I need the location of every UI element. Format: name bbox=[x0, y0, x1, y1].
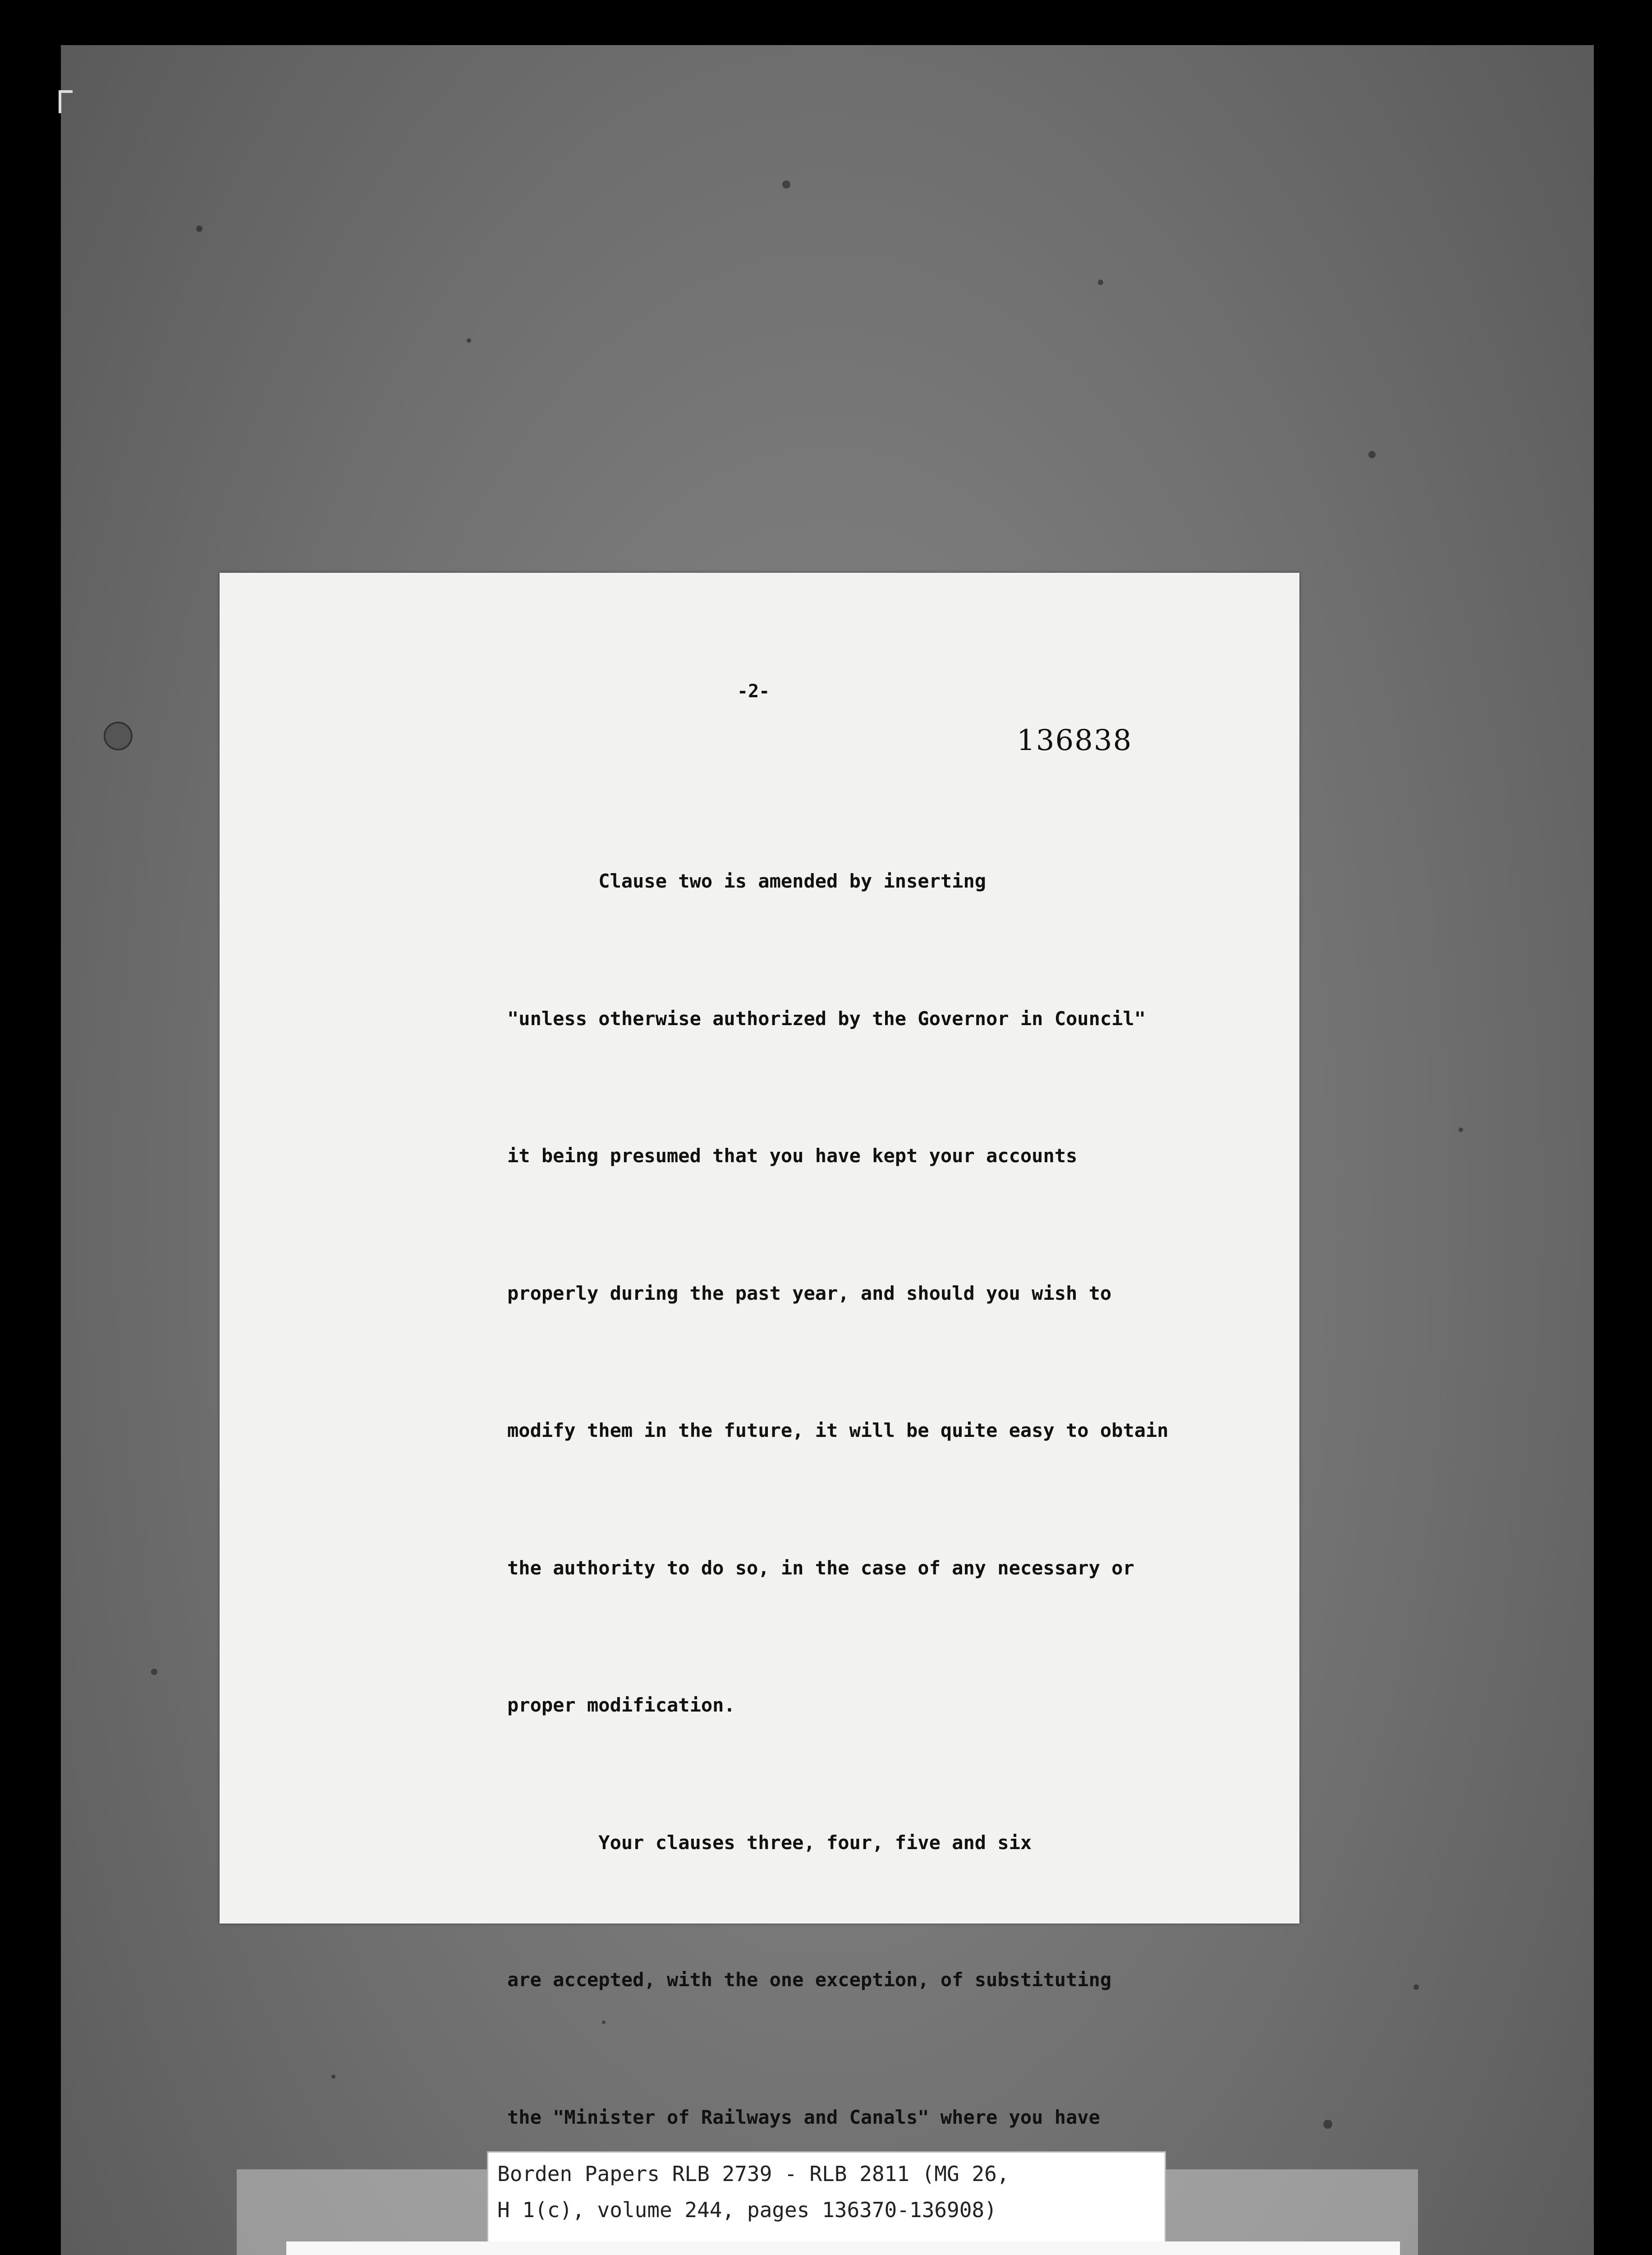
text-line: are accepted, with the one exception, of substituting bbox=[507, 1969, 1112, 1991]
letter-body bbox=[507, 767, 1364, 2255]
text-line: "unless otherwise authorized by the Governor in Council" bbox=[507, 1007, 1146, 1030]
punch-hole bbox=[104, 722, 133, 750]
text-line: Clause two is amended by inserting bbox=[507, 870, 987, 892]
reference-label bbox=[487, 2151, 1166, 2255]
film-corner-mark bbox=[59, 90, 73, 113]
page-number: -2- bbox=[737, 681, 770, 702]
text-line: the authority to do so, in the case of any necessary or bbox=[507, 1556, 1134, 1579]
document-number: 136838 bbox=[1017, 724, 1133, 757]
text-line: Your clauses three, four, five and six bbox=[507, 1831, 1032, 1854]
archives-card bbox=[286, 2241, 1400, 2255]
text-line: the "Minister of Railways and Canals" where you have bbox=[507, 2106, 1100, 2128]
text-line: modify them in the future, it will be quite easy to obtain bbox=[507, 1419, 1169, 1441]
text-line: proper modification. bbox=[507, 1694, 735, 1716]
text-line: it being presumed that you have kept your accounts bbox=[507, 1145, 1078, 1167]
reference-line-1: Borden Papers RLB 2739 - RLB 2811 (MG 26, bbox=[497, 2162, 1010, 2186]
text-line: properly during the past year, and should you wish to bbox=[507, 1282, 1112, 1304]
reference-line-2: H 1(c), volume 244, pages 136370-136908) bbox=[497, 2198, 997, 2222]
